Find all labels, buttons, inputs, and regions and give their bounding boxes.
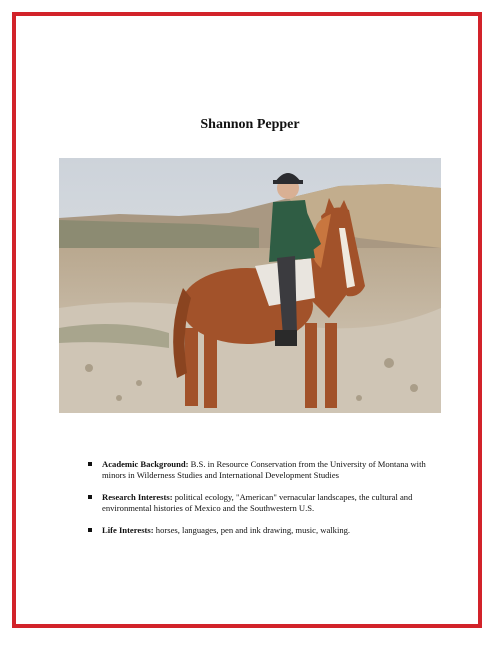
bullet-marker: [88, 528, 92, 532]
bio-bullet-list: [88, 459, 448, 547]
page-title: Shannon Pepper: [200, 117, 300, 132]
bullet-label: Research Interests: [102, 492, 170, 502]
bullet-label: Academic Background: [102, 459, 186, 469]
bullet-text: horses, languages, pen and ink drawing, music, walking.: [155, 525, 351, 535]
bullet-text: B.S. in Resource Conservation from the University of Montana with minors in Wilderness Studies and International Development Studies: [102, 459, 426, 480]
list-item: [88, 459, 448, 481]
bullet-separator: :: [169, 492, 175, 502]
list-item: [88, 525, 448, 536]
list-item: [88, 492, 448, 514]
bullet-marker: [88, 462, 92, 466]
bullet-marker: [88, 495, 92, 499]
profile-photo: [59, 158, 441, 413]
bullet-label: Life Interests: [102, 525, 151, 535]
bullet-separator: :: [150, 525, 156, 535]
bullet-text: political ecology, "American" vernacular landscapes, the cultural and environmental histories of Mexico and the Southwestern U.S.: [102, 492, 413, 513]
bullet-separator: :: [185, 459, 191, 469]
